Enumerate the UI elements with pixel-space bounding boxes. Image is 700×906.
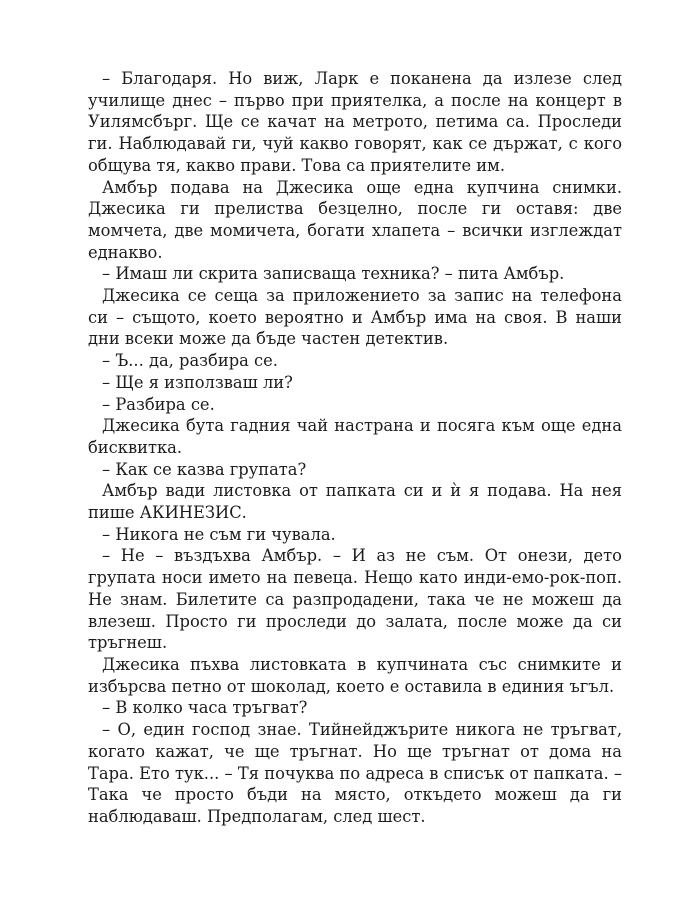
paragraph: – Не – въздъхва Амбър. – И аз не съм. От онези, дето групата носи името на певеца. Нещо като инди-емо-рок-поп. Не знам. Билетите са разпродадени, така че не можеш да влезеш. Просто ги проследи до залата, после може да си тръгнеш. [88, 546, 622, 653]
paragraph: – Ще я използваш ли? [102, 372, 293, 392]
paragraph: – Ъ... да, разбира се. [102, 351, 278, 371]
paragraph: Джесика пъхва листовката в купчината със снимките и избърсва петно от шоколад, което е оставила в единия ъгъл. [88, 654, 622, 696]
paragraph: Джесика се сеща за приложението за запис на телефона си – същото, което вероятно и Амбър има на своя. В наши дни всеки може да бъде частен детектив. [88, 286, 622, 349]
paragraph: – Имаш ли скрита записваща техника? – пита Амбър. [102, 264, 565, 284]
paragraph: Амбър подава на Джесика още една купчина снимки. Джесика ги прелиства безцелно, после ги оставя: две момчета, две момичета, богати хлапета – всички изглеждат еднакво. [88, 177, 622, 262]
paragraph: Амбър вади листовка от папката си и ѝ я подава. На нея пише АКИНЕЗИС. [88, 481, 622, 523]
paragraph: – Благодаря. Но виж, Ларк е поканена да излезе след училище днес – първо при приятелка, а после на концерт в Уилямсбърг. Ще се качат на метрото, петима са. Проследи ги. Наблюдавай ги, чуй какво говорят, как се държат, с кого общува тя, какво прави. Това са приятелите им. [88, 69, 622, 175]
book-page [88, 68, 622, 828]
paragraph: – О, един господ знае. Тийнейджърите никога не тръгват, когато кажат, че ще тръгнат. Но ще тръгнат от дома на Тара. Ето тук... – Тя почуква по адреса в списък от папката. – Така че просто бъди на място, откъдето можеш да ги наблюдаваш. Предполагам, след шест. [88, 720, 622, 826]
paragraph: – Разбира се. [102, 394, 215, 414]
paragraph: – В колко часа тръгват? [102, 698, 308, 718]
paragraph: – Как се казва групата? [102, 459, 307, 479]
paragraph: Джесика бута гадния чай настрана и посяга към още една бисквитка. [88, 416, 622, 457]
paragraph: – Никога не съм ги чувала. [102, 524, 336, 544]
